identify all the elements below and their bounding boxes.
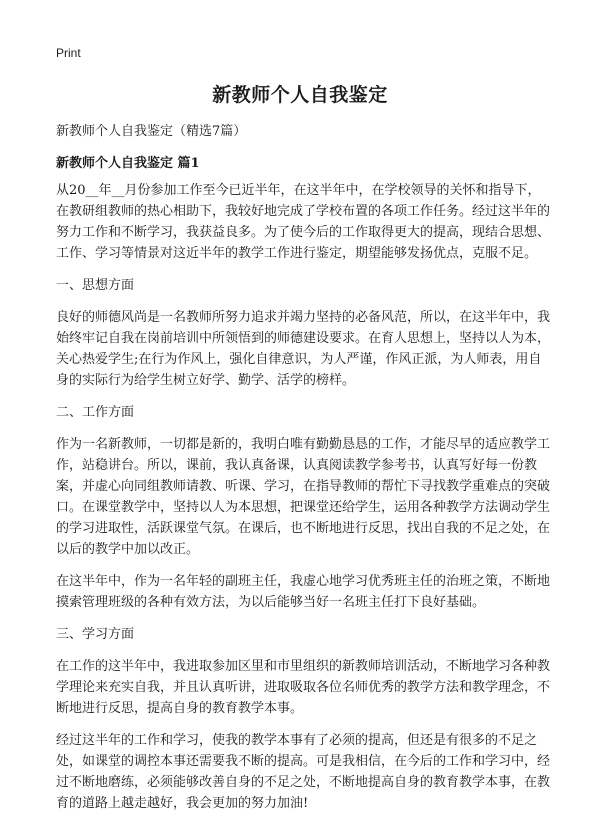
section-heading: 新教师个人自我鉴定 篇1: [56, 156, 200, 171]
print-label: Print: [56, 46, 81, 60]
thought-paragraph: 良好的师德风尚是一名教师所努力追求并竭力坚持的必备风范，所以，在这半年中，我始终牢记自我在岗前培训中所领悟到的师德建设要求。在育人思想上，坚持以人为本，关心热爱学生;在行为作风上，强化自律意识，为人严谨，作风正派，为人师表，用自身的实际行为给学生树立好学、勤学、活学的榜样。: [56, 310, 551, 388]
conclusion-paragraph: 经过这半年的工作和学习，使我的教学本事有了必须的提高，但还是有很多的不足之处，如课堂的调控本事还需要我不断的提高。可是我相信，在今后的工作和学习中，经过不断地磨练，必须能够改善自身的不足之处，不断地提高自身的教育教学本事，在教育的道路上越走越好，我会更加的努力加油!: [56, 733, 551, 811]
work-paragraph-1: 作为一名新教师，一切都是新的，我明白唯有勤勤恳恳的工作，才能尽早的适应教学工作，站稳讲台。所以，课前，我认真备课，认真阅读教学参考书，认真写好每一份教案，并虚心向同组教师请教、听课、学习，在指导教师的帮忙下寻找教学重难点的突破口。在课堂教学中，坚持以人为本思想，把课堂还给学生，运用各种教学方法调动学生的学习进取性，活跃课堂气氛。在课后，也不断地进行反思，找出自我的不足之处，在以后的教学中加以改正。: [56, 437, 551, 557]
heading-thought: 一、思想方面: [56, 278, 135, 293]
heading-study: 三、学习方面: [56, 627, 135, 642]
document-body: [56, 180, 550, 825]
document-subtitle: 新教师个人自我鉴定（精选7篇）: [56, 124, 247, 139]
heading-work: 二、工作方面: [56, 405, 135, 420]
intro-paragraph: 从20__年__月份参加工作至今已近半年，在这半年中，在学校领导的关怀和指导下，在教研组教师的热心相助下，我较好地完成了学校布置的各项工作任务。经过这半年的努力工作和不断学习，我获益良多。为了使今后的工作取得更大的提高，现结合思想、工作、学习等情景对这近半年的教学工作进行鉴定，期望能够发扬优点，克服不足。: [56, 183, 551, 261]
page-title: 新教师个人自我鉴定: [212, 84, 388, 106]
work-paragraph-2: 在这半年中，作为一名年轻的副班主任，我虚心地学习优秀班主任的治班之策，不断地摸索管理班级的各种有效方法，为以后能够当好一名班主任打下良好基础。: [56, 574, 551, 610]
study-paragraph: 在工作的这半年中，我进取参加区里和市里组织的新教师培训活动，不断地学习各种教学理论来充实自我，并且认真听讲，进取吸取各位名师优秀的教学方法和教学理念，不断地进行反思，提高自身的教育教学本事。: [56, 659, 551, 716]
